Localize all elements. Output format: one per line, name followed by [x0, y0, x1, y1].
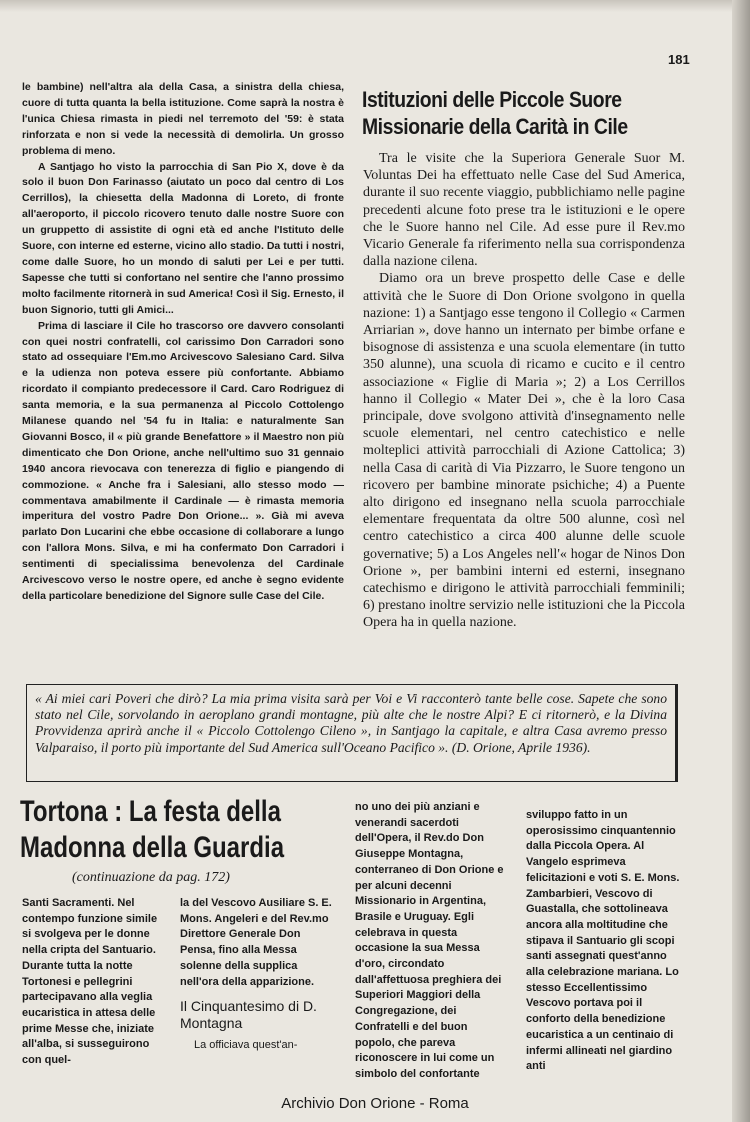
institutions-paragraph: Tra le visite che la Superiora Generale Suor M. Voluntas Dei ha effettuato nelle Case del Sud America, durante il suo recente viaggio, pubblichiamo nelle pagine precedenti alcune foto prese tra le istituzioni e le opere che le Suore hanno nel Cile. Ad esse pure il Rev.mo Vicario Generale fa riferimento nella sua corrispondenza dalla nazione cilena.	[363, 151, 685, 270]
letter-column	[22, 80, 344, 605]
institutions-paragraph: Diamo ora un breve prospetto delle Case e delle attività che le Suore di Don Orione svolgono in quella nazione: 1) a Santjago esse tengono il Collegio « Carmen Arriarian », dove hanno un internato per bimbe orfane e bisognose di assistenza e una scuola elementare (in tutto 350 alunne), una scuola di ricamo e cucito e il centro associazione « Figlie di Maria »; 2) a Los Cerrillos hanno il Collegio « Mater Dei », che è la loro Casa principale, dove svolgono attività d'insegnamento nelle scuole elementari, nel centro catechistico e nelle molteplici attività parrocchiali di Azione Cattolica; 3) nella Casa di carità di Via Pizzarro, le Suore tengono un ricovero per bambine minorate psichiche; 4) a Puente alto dirigono ed insegnano nella scuola parrocchiale elementare frequentata da oltre 500 alunne, così nel centro catechistico a circa 400 alunne delle scuole governative; 5) a Los Angeles nell'« hogar de Ninos Don Orione », per bambini interni ed esterni, insegnano catechismo e dirigono le attività parrocchiali femminili; 6) prestano inoltre servizio nelle istituzioni che la Piccola Opera ha in quella nazione.	[363, 271, 685, 631]
don-orione-quote-box: « Ai miei cari Poveri che dirò? La mia prima visita sarà per Voi e Vi racconterò tante belle cose. Sapete che sono stato nel Cile, sorvolando in aeroplano grandi montagne, più alte che le nostre Alpi? E ci ritornerò, e la Divina Provvidenza aprirà anche il « Piccolo Cottolengo Cileno », in Santjago la capitale, e altra Casa avremo presso Valparaiso, il porto più importante del Sud America sull'Oceano Pacifico ». (D. Orione, Aprile 1936).	[26, 684, 678, 782]
archive-footer: Archivio Don Orione - Roma	[281, 1095, 469, 1112]
letter-paragraph: Prima di lasciare il Cile ho trascorso ore davvero consolanti con quei nostri confratelli, col carissimo Don Carradori sono stato ad ossequiare l'Em.mo Arcivescovo Salesiano Card. Silva e la udienza non poteva essere più confortante. Abbiamo ricordato il compianto predecessore il Card. Caro Rodriguez di santa memoria, e la sua permanenza al Piccolo Cottolengo Milanese quando nel '54 fu in Italia: e naturalmente San Giovanni Bosco, il « più grande Benefattore » il Maestro non più dimenticato che Don Orione, anche nell'ultimo suo 31 gennaio 1940 ancora rievocava con tenerezza di figlio e piangendo di commozione. « Anche fra i Salesiani, allo stesso modo — commentava amabilmente il Cardinale — è rimasta memoria imperitura del vostro Padre Don Orione... ». Già mi aveva parlato Don Lucarini che ebbe occasione di collaborare a lungo con l'allora Mons. Silva, e mi ha confermato Don Carradori i sentimenti di specialissima benevolenza del Cardinale Arcivescovo verso le nostre opere, ed anche è segno evidente della particolare benedizione del Signore sulle Case del Cile.	[22, 319, 344, 602]
letter-paragraph: le bambine) nell'altra ala della Casa, a sinistra della chiesa, cuore di tutta quanta la bella istituzione. Come saprà la nostra è l'unica Chiesa rimasta in piedi nel terremoto del '59: è stata rinforzata e non si vede la necessità di demolirla. Un grosso problema di meno.	[22, 81, 344, 157]
tortona-column-2	[180, 896, 338, 1054]
page-number: 181	[668, 52, 690, 67]
tortona-text: La officiava quest'an-	[194, 1039, 298, 1052]
tortona-column-4	[526, 808, 680, 1075]
cinquantesimo-subhead: Il Cinquantesimo di D. Montagna	[180, 998, 317, 1032]
tortona-text: sviluppo fatto in un operosissimo cinquantennio dalla Piccola Opera. Al Vangelo esprimeva felicitazioni e voti S. E. Mons. Zambarbieri, Vescovo di Guastalla, che sottolineava ancora alla moltitudine che stipava il Santuario gli scopi santi assegnati quest'anno alla celebrazione mariana. Lo stesso Eccellentissimo Vescovo portava poi il conforto della benedizione eucaristica a un centinaio di infermi allineati nel giardino anti	[526, 809, 680, 1073]
tortona-headline: Tortona : La festa della Madonna della Guardia	[20, 795, 285, 864]
tortona-text: la del Vescovo Ausiliare S. E. Mons. Angeleri e del Rev.mo Direttore Generale Don Pensa, fino alla Messa solenne della supplica nell'ora della apparizione.	[180, 897, 332, 988]
page-top-shadow	[0, 0, 750, 12]
tortona-text: Santi Sacramenti. Nel contempo funzione simile si svolgeva per le donne nella cripta del Santuario. Durante tutta la notte Tortonesi e pellegrini partecipavano alla veglia eucaristica in attesa delle prime Messe che, iniziate all'alba, si susseguirono con quel-	[22, 897, 158, 1067]
letter-paragraph: A Santjago ho visto la parrocchia di San Pio X, dove è da solo il buon Don Farinasso (aiutato un poco dal centro di Los Cerrillos), la chiesetta della Madonna di Loreto, di fronte all'aeroporto, il piccolo ricovero tenuto dalle nostre Suore con un gruppetto di assistite di ogni età ed anche l'Istituto delle Suore, con interne ed esterne, vicino allo stadio. Da tutti i nostri, come dalle Suore, ho un mondo di saluti per Lei e per tutti. Sapesse che tutti si confortano nel sentire che l'anno prossimo molto facilmente ritornerà in sud America! Così il Sig. Ernesto, il buon Signorio, tutti gli Amici...	[22, 160, 344, 316]
tortona-column-3	[355, 800, 505, 1083]
tortona-text: no uno dei più anziani e venerandi sacerdoti dell'Opera, il Rev.do Don Giuseppe Montagna, conterraneo di Don Orione e per alcuni decenni Missionario in Argentina, Brasile e Uruguay. Egli celebrava in questa occasione la sua Messa d'oro, circondato dall'affettuosa preghiera dei Superiori Maggiori della Congregazione, dei Confratelli e del buon popolo, che pareva riconoscere in lui come un simbolo del confortante	[355, 801, 504, 1080]
tortona-column-1	[22, 896, 168, 1069]
continuation-note: (continuazione da pag. 172)	[72, 870, 230, 885]
institutions-headline: Istituzioni delle Piccole Suore Missionarie della Carità in Cile	[362, 87, 628, 139]
page-edge-shadow	[732, 0, 750, 1122]
institutions-column	[363, 150, 685, 632]
